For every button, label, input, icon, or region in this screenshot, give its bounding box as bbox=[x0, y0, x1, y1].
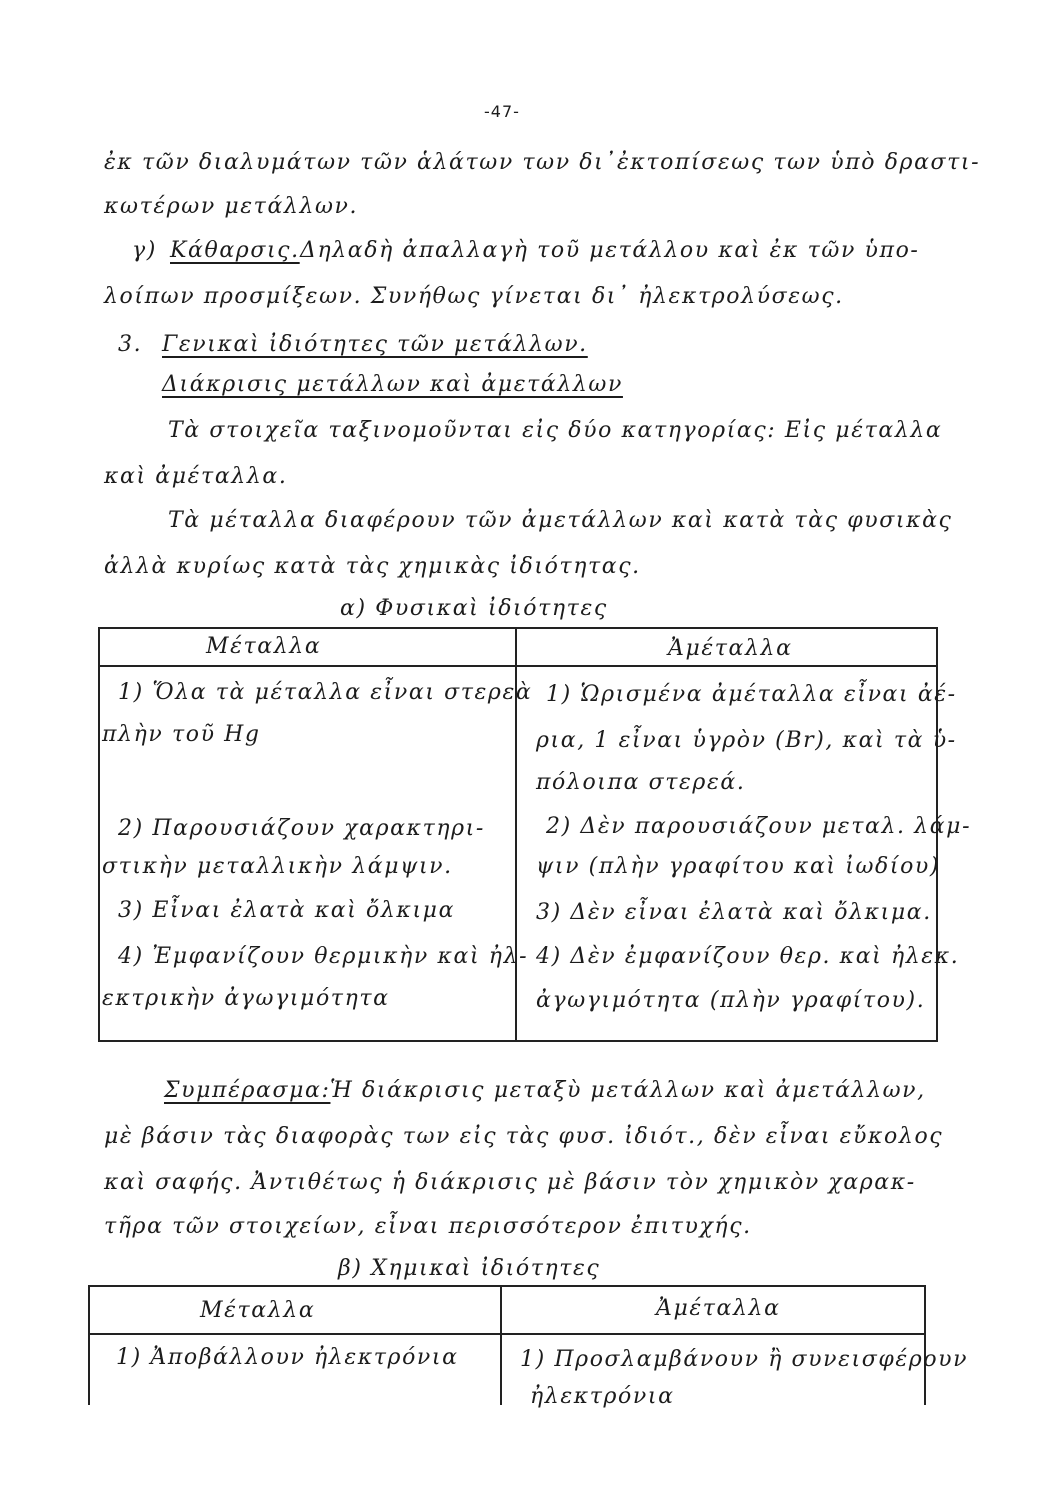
paragraph-line: λοίπων προσμίξεων. Συνήθως γίνεται δι᾽ ἠλεκτρολύσεως. bbox=[104, 284, 844, 309]
paragraph-line: Δηλαδὴ ἀπαλλαγὴ τοῦ μετάλλου καὶ ἐκ τῶν ὑπο- bbox=[300, 238, 920, 263]
table-header-metals: Μέταλλα bbox=[206, 634, 322, 659]
table-cell-metals: 1) Ἀποβάλλουν ἠλεκτρόνια bbox=[116, 1345, 459, 1370]
table-cell-nonmetals: 3) Δὲν εἶναι ἐλατὰ καὶ ὄλκιμα. bbox=[536, 900, 932, 925]
table-cell-nonmetals: ἀγωγιμότητα (πλὴν γραφίτου). bbox=[536, 988, 926, 1013]
table-cell-metals: στικὴν μεταλλικὴν λάμψιν. bbox=[102, 854, 453, 879]
table-cell-metals: 3) Εἶναι ἐλατὰ καὶ ὄλκιμα bbox=[118, 898, 456, 923]
table-cell-metals: εκτρικὴν ἀγωγιμότητα bbox=[102, 986, 390, 1011]
table-caption: α) Φυσικαὶ ἰδιότητες bbox=[340, 596, 608, 621]
table-cell-nonmetals: ρια, 1 εἶναι ὑγρὸν (Br), καὶ τὰ ὑ- bbox=[536, 728, 957, 753]
table-header-nonmetals: Ἀμέταλλα bbox=[656, 1296, 781, 1321]
table-header-divider bbox=[88, 1333, 926, 1335]
table-caption: β) Χημικαὶ ἰδιότητες bbox=[338, 1256, 601, 1281]
paragraph-line: μὲ βάσιν τὰς διαφορὰς των εἰς τὰς φυσ. ἰδιότ., δὲν εἶναι εὔκολος bbox=[104, 1124, 944, 1149]
table-cell-nonmetals: ἠλεκτρόνια bbox=[530, 1384, 675, 1409]
table-cell-nonmetals: 2) Δὲν παρουσιάζουν μεταλ. λάμ- bbox=[546, 814, 972, 839]
paragraph-line: καὶ ἀμέταλλα. bbox=[104, 464, 288, 489]
table-cell-nonmetals: ψιν (πλὴν γραφίτου καὶ ἰωδίου) bbox=[536, 854, 941, 879]
paragraph-line: ἐκ τῶν διαλυμάτων τῶν ἁλάτων των δι᾽ἐκτοπίσεως των ὑπὸ δραστι- bbox=[104, 150, 981, 175]
paragraph-line: Τὰ στοιχεῖα ταξινομοῦνται εἰς δύο κατηγορίας: Εἰς μέταλλα bbox=[168, 418, 943, 443]
table-border-top bbox=[98, 627, 938, 629]
table-header-divider bbox=[98, 665, 938, 667]
table-cell-nonmetals: 1) Προσλαμβάνουν ἢ συνεισφέρουν bbox=[520, 1347, 969, 1372]
table-header-nonmetals: Ἀμέταλλα bbox=[668, 636, 793, 661]
list-label: γ) bbox=[132, 238, 157, 263]
table-header-metals: Μέταλλα bbox=[200, 1298, 316, 1323]
table-border-top bbox=[88, 1285, 926, 1287]
paragraph-line: κωτέρων μετάλλων. bbox=[104, 194, 359, 219]
table-cell-metals: πλὴν τοῦ Hg bbox=[102, 722, 261, 747]
table-cell-metals: 4) Ἐμφανίζουν θερμικὴν καὶ ἠλ- bbox=[118, 944, 529, 969]
paragraph-line: τῆρα τῶν στοιχείων, εἶναι περισσότερον ἐπιτυχής. bbox=[104, 1214, 752, 1239]
table-cell-nonmetals: 1) Ὡρισμένα ἀμέταλλα εἶναι ἀέ- bbox=[546, 682, 957, 707]
paragraph-line: ἀλλὰ κυρίως κατὰ τὰς χημικὰς ἰδιότητας. bbox=[104, 554, 641, 579]
table-cell-metals: 1) Ὅλα τὰ μέταλλα εἶναι στερεὰ bbox=[118, 680, 533, 705]
table-cell-nonmetals: 4) Δὲν ἐμφανίζουν θερ. καὶ ἠλεκ. bbox=[536, 944, 960, 969]
table-border-left bbox=[88, 1285, 90, 1405]
section-number: 3. bbox=[118, 332, 143, 357]
subsection-title: Διάκρισις μετάλλων καὶ ἀμετάλλων bbox=[162, 372, 623, 397]
page-number: -47- bbox=[484, 102, 520, 121]
section-title: Γενικαὶ ἰδιότητες τῶν μετάλλων. bbox=[162, 332, 588, 357]
table-cell-nonmetals: πόλοιπα στερεά. bbox=[536, 770, 746, 795]
paragraph-line: καὶ σαφής. Ἀντιθέτως ἡ διάκρισις μὲ βάσιν τὸν χημικὸν χαρακ- bbox=[104, 1170, 916, 1195]
table-border-bottom bbox=[98, 1040, 938, 1042]
table-cell-metals: 2) Παρουσιάζουν χαρακτηρι- bbox=[118, 816, 485, 841]
paragraph-line: Ἡ διάκρισις μεταξὺ μετάλλων καὶ ἀμετάλλων, bbox=[330, 1078, 926, 1103]
paragraph-line: Τὰ μέταλλα διαφέρουν τῶν ἀμετάλλων καὶ κατὰ τὰς φυσικὰς bbox=[168, 508, 953, 533]
conclusion-label: Συμπέρασμα: bbox=[164, 1078, 331, 1103]
section-heading: Κάθαρσις. bbox=[170, 238, 300, 263]
table-column-divider bbox=[500, 1285, 502, 1405]
table-border-left bbox=[98, 627, 100, 1042]
table-border-right bbox=[924, 1285, 926, 1405]
